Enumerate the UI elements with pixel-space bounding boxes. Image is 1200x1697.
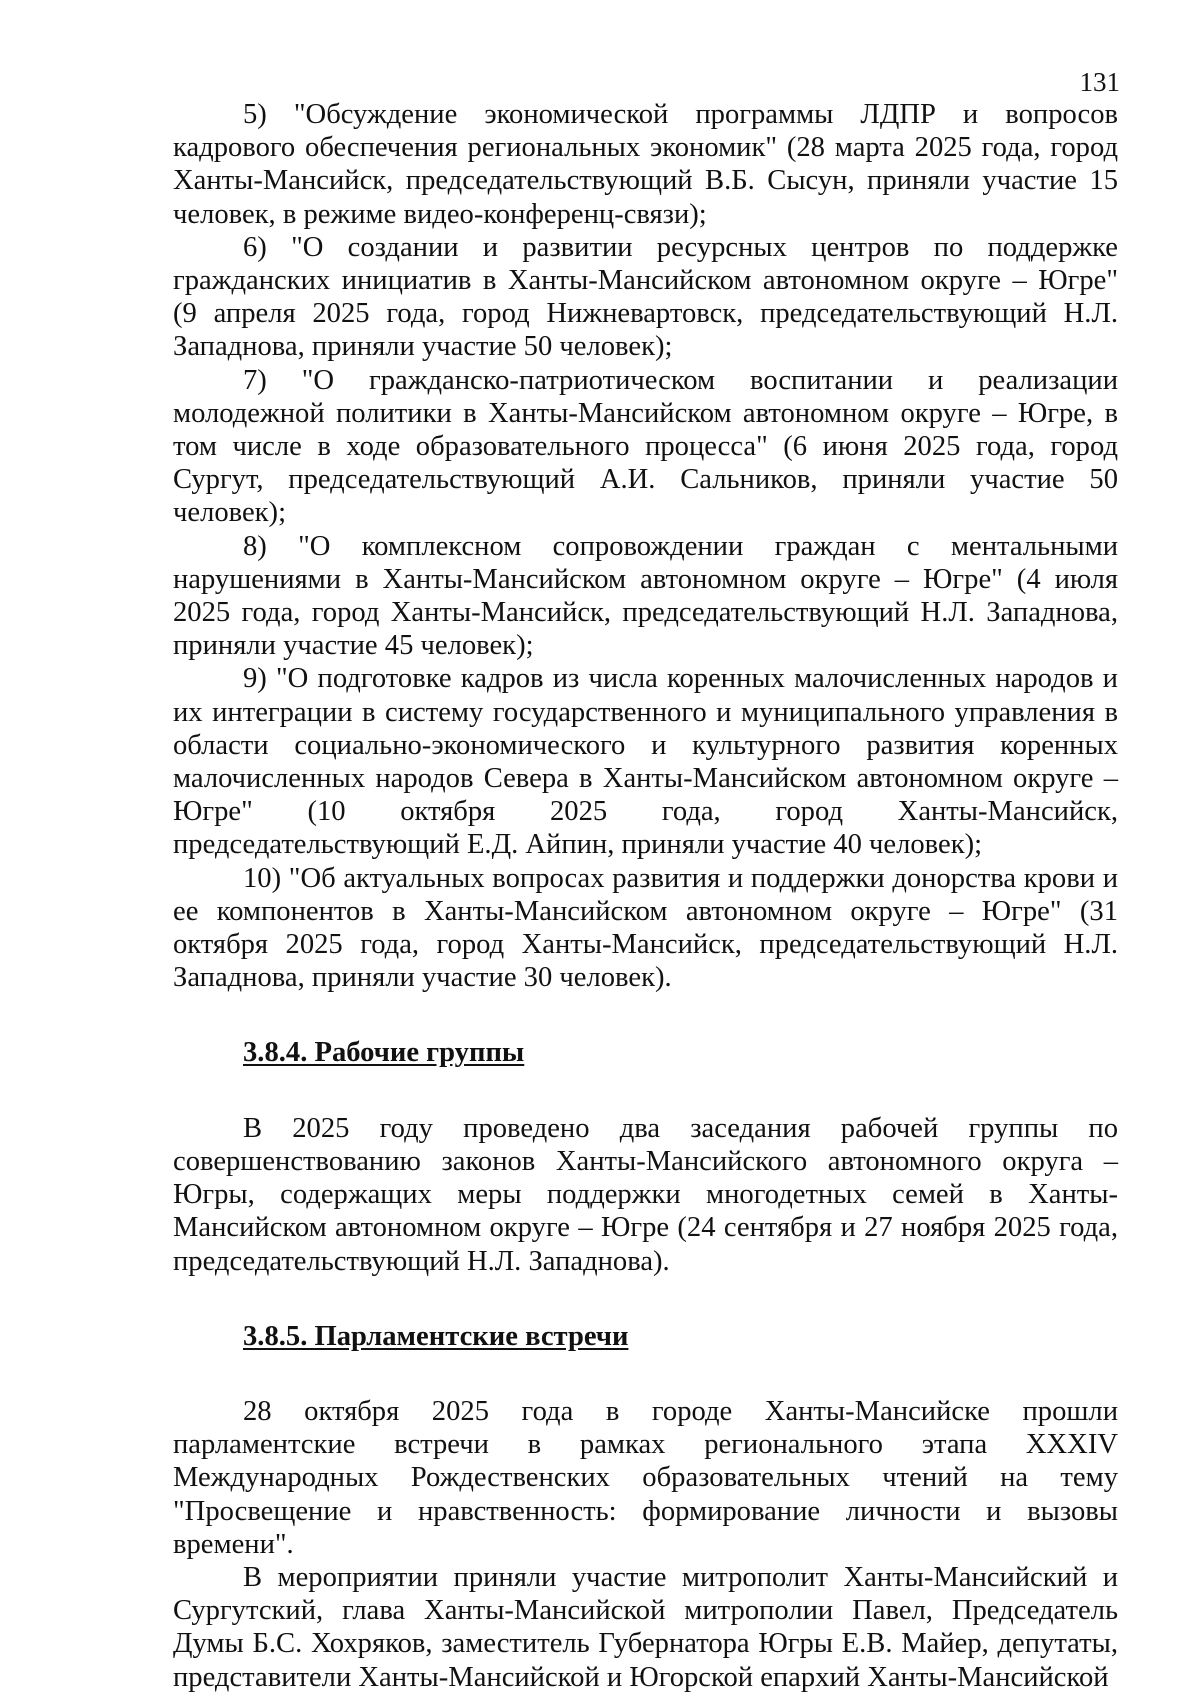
list-item-5: 5) "Обсуждение экономической программы ЛДПР и вопросов кадрового обеспечения региональных экономик" (28 марта 2025 года, город Ханты-Мансийск, председательствующий В.Б. Сысун, приняли участие 15 человек, в режиме видео-конференц-связи);	[173, 99, 1118, 230]
page-content	[173, 98, 1118, 1694]
list-item-7: 7) "О гражданско-патриотическом воспитании и реализации молодежной политики в Ханты-Мансийском автономном округе – Югре, в том числе в ходе образовательного процесса" (6 июня 2025 года, город Сургут, председательствующий А.И. Сальников, приняли участие 50 человек);	[173, 364, 1118, 529]
list-item-9: 9) "О подготовке кадров из числа коренных малочисленных народов и их интеграции в систему государственного и муниципального управления в области социально-экономического и культурного развития коренных малочисленных народов Севера в Ханты-Мансийском автономном округе – Югре" (10 октября 2025 года, город Ханты-Мансийск, председательствующий Е.Д. Айпин, приняли участие 40 человек);	[173, 663, 1118, 861]
list-item-10: 10) "Об актуальных вопросах развития и поддержки донорства крови и ее компонентов в Ханты-Мансийском автономном округе – Югре" (31 октября 2025 года, город Ханты-Мансийск, председательствующий Н.Л. Западнова, приняли участие 30 человек).	[173, 862, 1118, 994]
list-item-8: 8) "О комплексном сопровождении граждан с ментальными нарушениями в Ханты-Мансийском автономном округе – Югре" (4 июля 2025 года, город Ханты-Мансийск, председательствующий Н.Л. Западнова, приняли участие 45 человек);	[173, 530, 1118, 662]
page-number: 131	[1079, 67, 1120, 97]
list-item-6: 6) "О создании и развитии ресурсных центров по поддержке гражданских инициатив в Ханты-Мансийском автономном округе – Югре" (9 апреля 2025 года, город Нижневартовск, председательствующий Н.Л. Западнова, приняли участие 50 человек);	[173, 231, 1118, 363]
parliamentary-meetings-paragraph-2: В мероприятии приняли участие митрополит Ханты-Мансийский и Сургутский, глава Ханты-Мансийской митрополии Павел, Председатель Думы Б.С. Хохряков, заместитель Губернатора Югры Е.В. Майер, депутаты, представители Ханты-Мансийской и Югорской епархий Ханты-Мансийской	[173, 1561, 1118, 1693]
working-groups-paragraph: В 2025 году проведено два заседания рабочей группы по совершенствованию законов Ханты-Мансийского автономного округа – Югры, содержащих меры поддержки многодетных семей в Ханты-Мансийском автономном округе – Югре (24 сентября и 27 ноября 2025 года, председательствующий Н.Л. Западнова).	[173, 1112, 1118, 1277]
section-heading-parliamentary-meetings: 3.8.5. Парламентские встречи	[243, 1320, 629, 1352]
section-heading-working-groups: 3.8.4. Рабочие группы	[243, 1037, 525, 1069]
parliamentary-meetings-paragraph-1: 28 октября 2025 года в городе Ханты-Мансийске прошли парламентские встречи в рамках регионального этапа XXXIV Международных Рождественских образовательных чтений на тему "Просвещение и нравственность: формирование личности и вызовы времени".	[173, 1395, 1118, 1560]
